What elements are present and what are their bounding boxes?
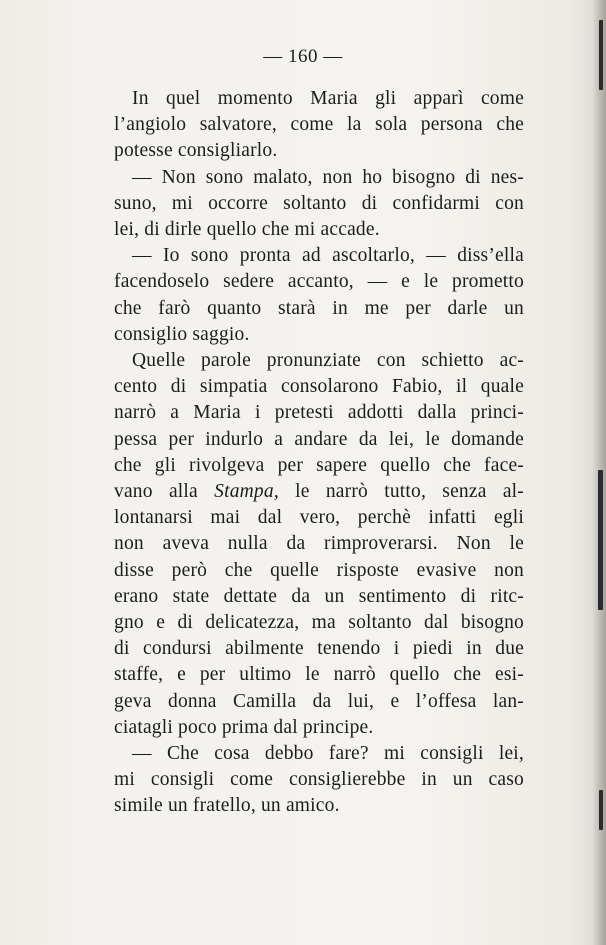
text-line: disse però che quelle risposte evasive non bbox=[114, 559, 524, 581]
page-edge-mark bbox=[598, 470, 603, 610]
body-text bbox=[114, 86, 524, 820]
text-line: lontanarsi mai dal vero, perchè infatti egli bbox=[114, 507, 524, 529]
text-line: gno e di delicatezza, ma soltanto dal bisogno bbox=[114, 612, 524, 634]
text-line: Quelle parole pronunziate con schietto ac- bbox=[132, 350, 524, 372]
text-line: simile un fratello, un amico. bbox=[114, 795, 340, 817]
text-line: In quel momento Maria gli apparì come bbox=[132, 88, 524, 109]
text-line: che gli rivolgeva per sapere quello che face- bbox=[114, 454, 524, 476]
text-line: potesse consigliarlo. bbox=[114, 140, 278, 162]
text-line: geva donna Camilla da lui, e l’offesa lan- bbox=[114, 690, 524, 712]
text-line: che farò quanto starà in me per darle un bbox=[114, 297, 524, 319]
text-line: ciatagli poco prima dal principe. bbox=[114, 716, 374, 738]
text-line: — Io sono pronta ad ascoltarlo, — diss’ella bbox=[132, 245, 524, 267]
text-line: staffe, e per ultimo le narrò quello che esi- bbox=[114, 664, 524, 686]
text-line: narrò a Maria i pretesti addotti dalla princi- bbox=[114, 402, 524, 424]
text-line: mi consigli come consiglierebbe in un caso bbox=[114, 769, 524, 791]
text-line: l’angiolo salvatore, come la sola persona che bbox=[114, 114, 524, 136]
text-line: lei, di dirle quello che mi accade. bbox=[114, 219, 380, 241]
text-line: — Che cosa debbo fare? mi consigli lei, bbox=[132, 743, 524, 765]
text-line: consiglio saggio. bbox=[114, 323, 250, 345]
text-line: pessa per indurlo a andare da lei, le domande bbox=[114, 428, 524, 450]
text-line: cento di simpatia consolarono Fabio, il quale bbox=[114, 376, 524, 398]
italic-title: Stampa, bbox=[214, 481, 279, 503]
text-fragment: vano alla bbox=[114, 481, 198, 503]
text-line: erano state dettate da un sentimento di ritc- bbox=[114, 585, 524, 607]
text-line: suno, mi occorre soltanto di confidarmi con bbox=[114, 192, 524, 214]
text-fragment: le narrò tutto, senza al- bbox=[295, 481, 524, 503]
page-number: — 160 — bbox=[263, 46, 343, 67]
text-line: di condursi abilmente tenendo i piedi in due bbox=[114, 638, 524, 660]
text-line-with-italic bbox=[114, 479, 524, 505]
text-line: — Non sono malato, non ho bisogno di nes- bbox=[132, 166, 524, 188]
text-line: non aveva nulla da rimproverarsi. Non le bbox=[114, 533, 524, 555]
text-line: facendoselo sedere accanto, — e le prometto bbox=[114, 271, 524, 293]
page-edge-mark bbox=[599, 790, 603, 830]
